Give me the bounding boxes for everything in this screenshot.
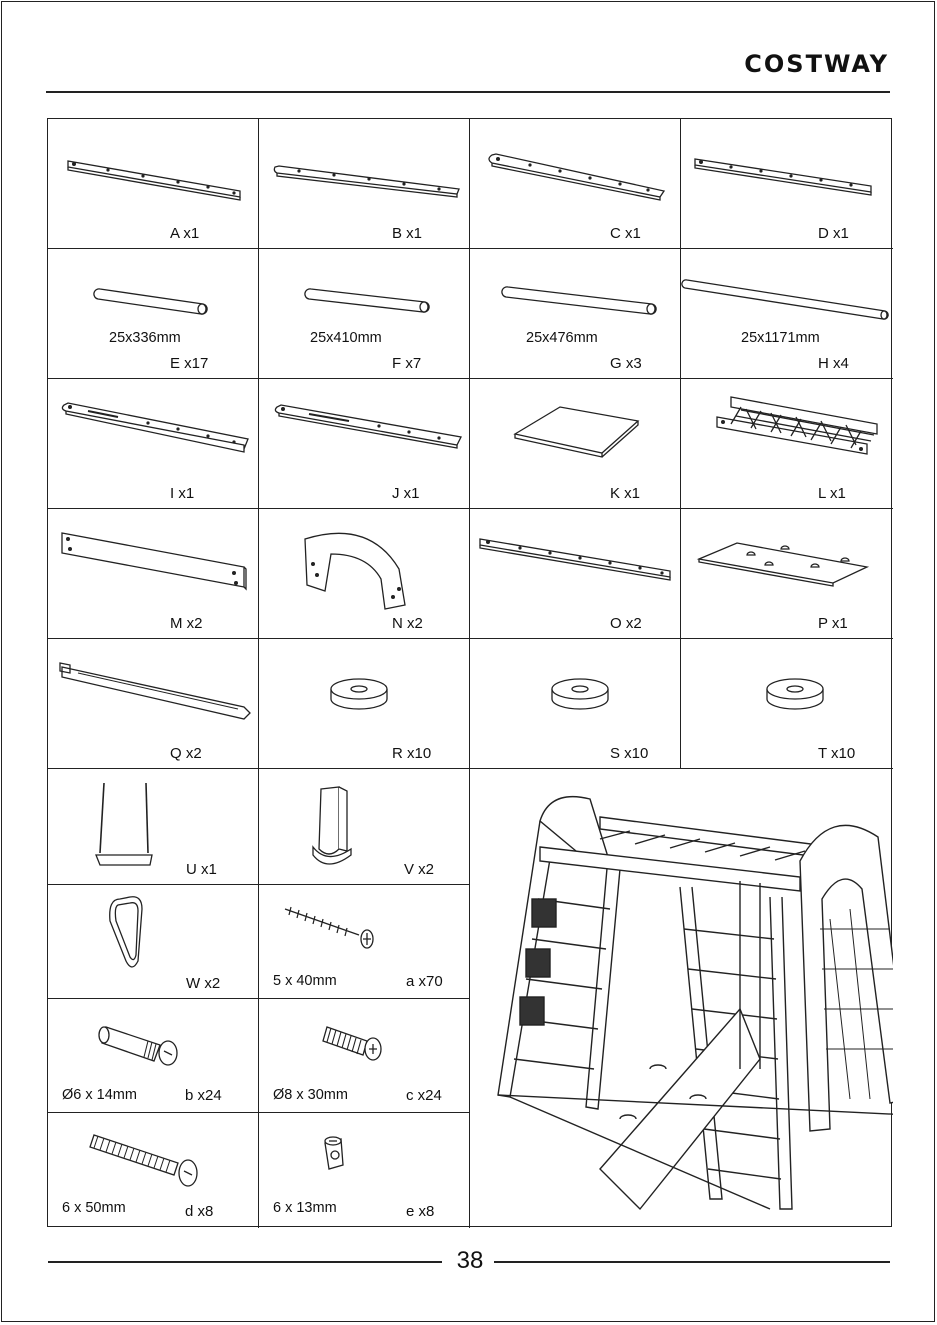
part-cell-O — [470, 509, 681, 639]
part-cell-S — [470, 639, 681, 769]
part-label-D: D x1 — [818, 225, 849, 242]
part-label-U: U x1 — [186, 861, 217, 878]
part-label-V: V x2 — [404, 861, 435, 878]
part-cell-Q — [48, 639, 259, 769]
part-label-T: T x10 — [818, 745, 856, 762]
rail-b-illustration — [259, 119, 470, 249]
part-size-G: 25x476mm — [526, 330, 598, 346]
rail-d-illustration — [681, 119, 893, 249]
part-label-E: E x17 — [170, 355, 209, 372]
rod-h-illustration — [681, 249, 893, 379]
climbing-frame-illustration — [470, 769, 893, 1228]
part-label-A: A x1 — [170, 225, 200, 242]
rod-f-illustration — [259, 249, 470, 379]
part-cell-P — [681, 509, 893, 639]
brand-logo: COSTWAY — [744, 50, 889, 78]
part-cell-c — [259, 999, 470, 1113]
abacus-ring-r-illustration — [259, 639, 470, 769]
part-cell-K — [470, 379, 681, 509]
part-label-B: B x1 — [392, 225, 423, 242]
part-label-J: J x1 — [392, 485, 420, 502]
rail-c-illustration — [470, 119, 681, 249]
part-cell-B — [259, 119, 470, 249]
part-label-M: M x2 — [170, 615, 203, 632]
part-cell-F — [259, 249, 470, 379]
part-label-P: P x1 — [818, 615, 848, 632]
rail-o-illustration — [470, 509, 681, 639]
part-cell-E — [48, 249, 259, 379]
part-label-G: G x3 — [610, 355, 642, 372]
part-size-d: 6 x 50mm — [62, 1200, 126, 1216]
rail-q-illustration — [48, 639, 259, 769]
part-cell-V — [259, 769, 470, 885]
part-cell-N — [259, 509, 470, 639]
bracket-v-illustration — [259, 769, 470, 885]
part-cell-G — [470, 249, 681, 379]
part-label-R: R x10 — [392, 745, 432, 762]
part-label-H: H x4 — [818, 355, 849, 372]
part-label-N: N x2 — [392, 615, 423, 632]
part-label-C: C x1 — [610, 225, 641, 242]
part-size-E: 25x336mm — [109, 330, 181, 346]
board-p-illustration — [681, 509, 893, 639]
part-size-c: Ø8 x 30mm — [273, 1087, 348, 1103]
rail-i-illustration — [48, 379, 259, 509]
part-cell-C — [470, 119, 681, 249]
part-label-e: e x8 — [406, 1203, 435, 1220]
part-label-O: O x2 — [610, 615, 642, 632]
part-cell-W — [48, 885, 259, 999]
part-label-Q: Q x2 — [170, 745, 202, 762]
part-label-b: b x24 — [185, 1087, 222, 1104]
abacus-ring-t-illustration — [681, 639, 893, 769]
part-label-d: d x8 — [185, 1203, 214, 1220]
part-cell-a — [259, 885, 470, 999]
part-cell-A — [48, 119, 259, 249]
part-label-a: a x70 — [406, 973, 443, 990]
parts-grid — [47, 118, 892, 1227]
swing-u-illustration — [48, 769, 259, 885]
ladder-l-illustration — [681, 379, 893, 509]
assembly-illustration-cell — [470, 769, 893, 1228]
part-cell-L — [681, 379, 893, 509]
page-number: 38 — [456, 1247, 484, 1274]
part-label-W: W x2 — [186, 975, 221, 992]
part-label-I: I x1 — [170, 485, 195, 502]
part-size-H: 25x1171mm — [741, 330, 820, 346]
part-cell-R — [259, 639, 470, 769]
part-size-a: 5 x 40mm — [273, 973, 337, 989]
part-size-e: 6 x 13mm — [273, 1200, 337, 1216]
part-label-L: L x1 — [818, 485, 846, 502]
abacus-ring-s-illustration — [470, 639, 681, 769]
footer-rule-left — [48, 1261, 442, 1263]
rail-j-illustration — [259, 379, 470, 509]
part-cell-J — [259, 379, 470, 509]
part-cell-I — [48, 379, 259, 509]
board-k-illustration — [470, 379, 681, 509]
part-cell-U — [48, 769, 259, 885]
arch-n-illustration — [259, 509, 470, 639]
part-cell-e — [259, 1113, 470, 1228]
part-cell-H — [681, 249, 893, 379]
part-cell-D — [681, 119, 893, 249]
part-cell-T — [681, 639, 893, 769]
part-size-b: Ø6 x 14mm — [62, 1087, 137, 1103]
part-cell-M — [48, 509, 259, 639]
part-label-S: S x10 — [610, 745, 649, 762]
footer-rule-right — [494, 1261, 890, 1263]
rod-e-illustration — [48, 249, 259, 379]
header-rule — [46, 91, 890, 93]
part-label-c: c x24 — [406, 1087, 442, 1104]
plank-m-illustration — [48, 509, 259, 639]
part-cell-d — [48, 1113, 259, 1228]
carabiner-w-illustration — [48, 885, 259, 999]
part-label-F: F x7 — [392, 355, 422, 372]
rod-g-illustration — [470, 249, 681, 379]
part-label-K: K x1 — [610, 485, 641, 502]
part-size-F: 25x410mm — [310, 330, 382, 346]
rail-a-illustration — [48, 119, 259, 249]
part-cell-b — [48, 999, 259, 1113]
